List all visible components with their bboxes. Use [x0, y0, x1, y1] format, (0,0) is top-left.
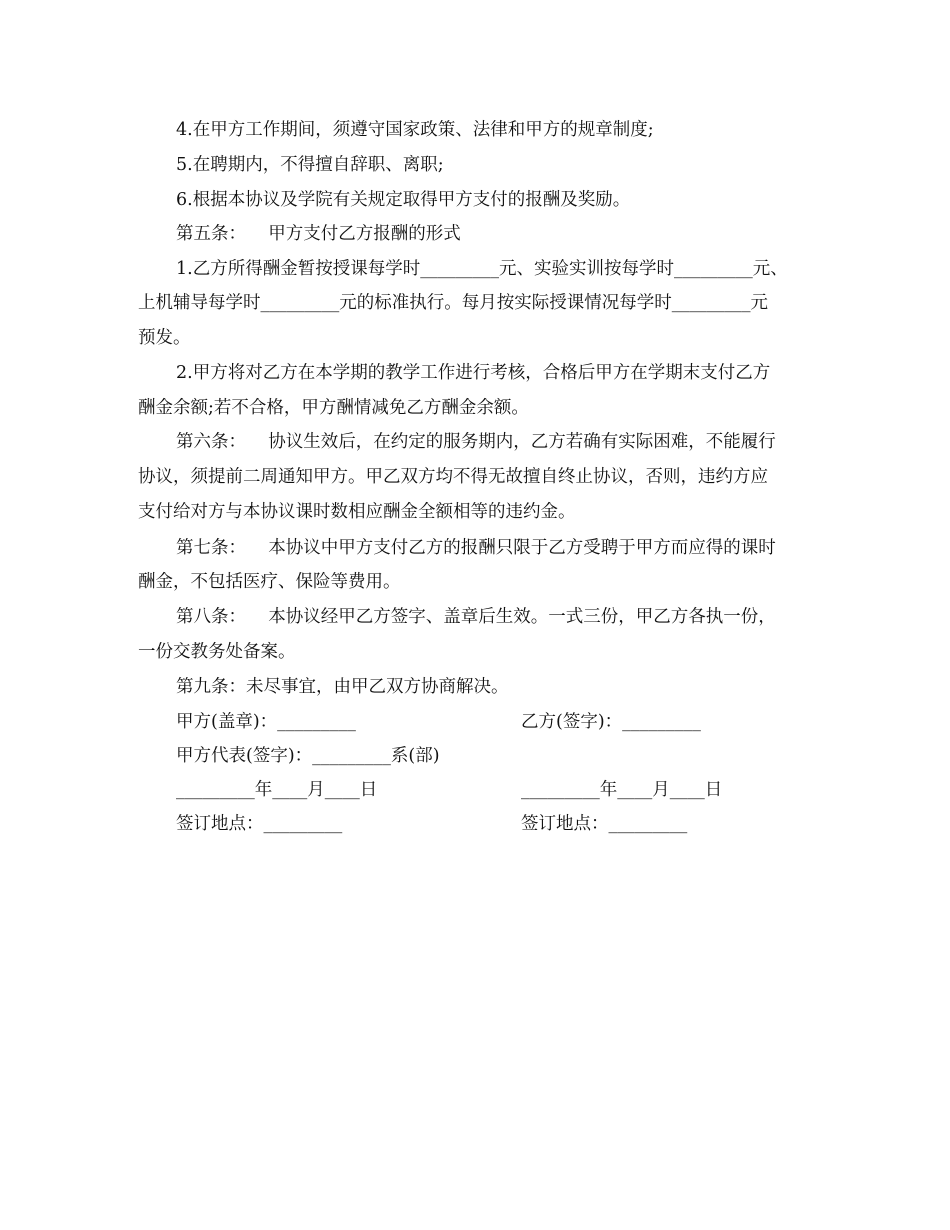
article-5-item-2-line-1: 2.甲方将对乙方在本学期的教学工作进行考核，合格后甲方在学期末支付乙方 [176, 363, 771, 383]
party-a-place-field: 签订地点：_________ [176, 814, 343, 834]
article-8-line-2: 一份交教务处备案。 [138, 642, 296, 662]
article-6-line-2: 协议，须提前二周通知甲方。甲乙双方均不得无故擅自终止协议，否则，违约方应 [138, 467, 768, 487]
article-8-line-1: 第八条： 本协议经甲乙方签字、盖章后生效。一式三份，甲乙方各执一份， [176, 607, 776, 627]
party-b-place-field: 签订地点：_________ [521, 814, 688, 834]
article-5-item-1-line-2: 上机辅导每学时_________元的标准执行。每月按实际授课情况每学时_________元 [138, 293, 768, 313]
party-b-date-field: _________年____月____日 [521, 780, 723, 800]
article-9: 第九条：未尽事宜，由甲乙双方协商解决。 [176, 677, 509, 697]
party-a-representative-field: 甲方代表(签字)：_________系(部) [176, 746, 440, 766]
clause-item-6: 6.根据本协议及学院有关规定取得甲方支付的报酬及奖励。 [176, 190, 631, 210]
clause-item-4: 4.在甲方工作期间，须遵守国家政策、法律和甲方的规章制度; [176, 120, 654, 140]
article-5-item-1-line-1: 1.乙方所得酬金暂按授课每学时_________元、实验实训按每学时_________元、 [176, 259, 788, 279]
article-7-line-1: 第七条： 本协议中甲方支付乙方的报酬只限于乙方受聘于甲方而应得的课时 [176, 538, 776, 558]
article-5-item-2-line-2: 酬金余额;若不合格，甲方酬情减免乙方酬金余额。 [138, 398, 529, 418]
article-6-line-1: 第六条： 协议生效后，在约定的服务期内，乙方若确有实际困难，不能履行 [176, 432, 776, 452]
party-a-date-field: _________年____月____日 [176, 780, 378, 800]
clause-item-5: 5.在聘期内，不得擅自辞职、离职; [176, 155, 444, 175]
article-7-line-2: 酬金，不包括医疗、保险等费用。 [138, 572, 401, 592]
party-b-signature-field: 乙方(签字)：_________ [521, 712, 701, 732]
article-6-line-3: 支付给对方与本协议课时数相应酬金全额相等的违约金。 [138, 502, 576, 522]
article-5-item-1-line-3: 预发。 [138, 328, 191, 348]
article-5-heading: 第五条： 甲方支付乙方报酬的形式 [176, 224, 461, 244]
party-a-seal-field: 甲方(盖章)：_________ [176, 712, 356, 732]
